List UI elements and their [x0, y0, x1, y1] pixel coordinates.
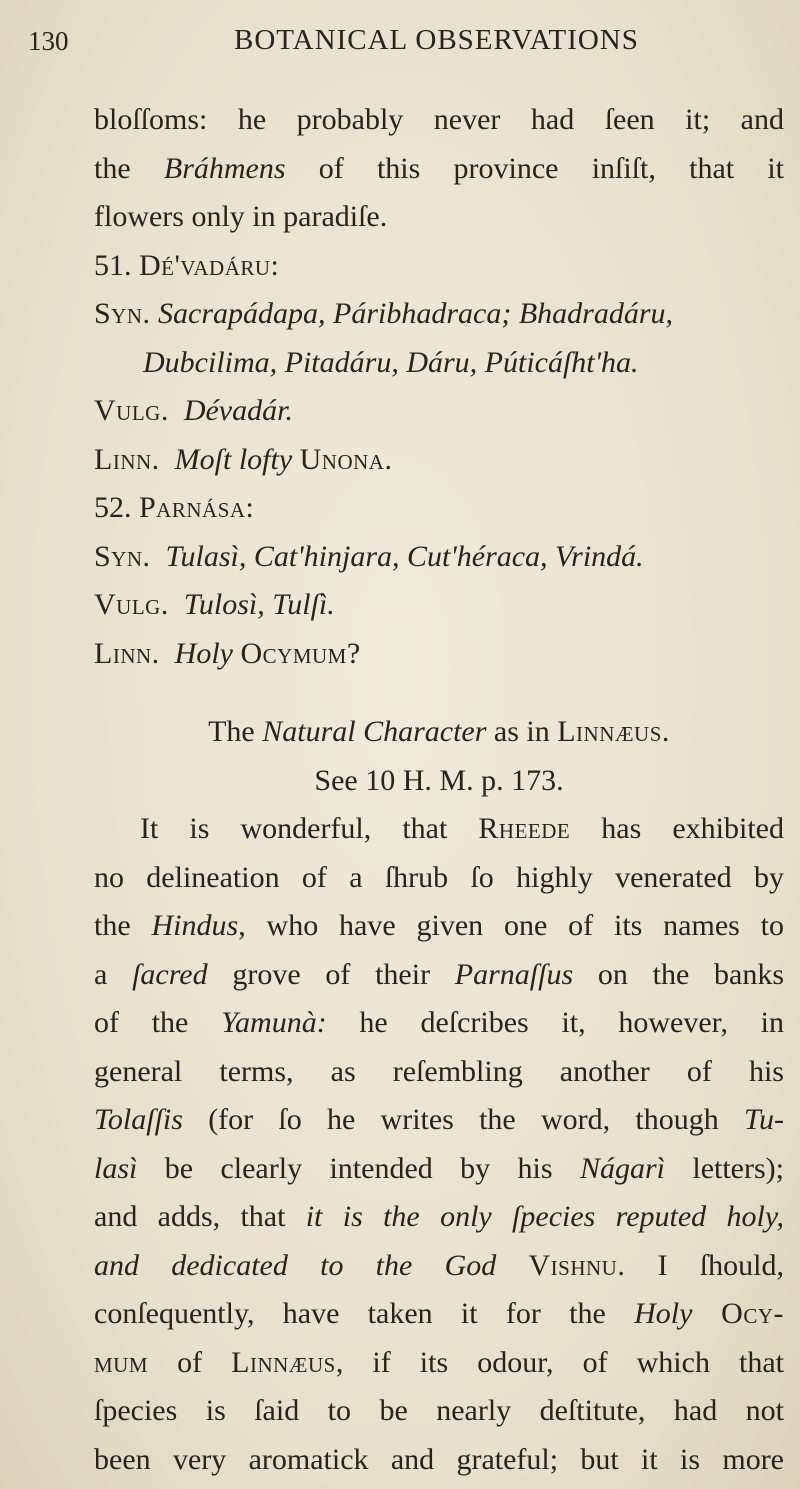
- field-value: Sacrapádapa, Páribhadraca; Bhadradáru,: [158, 297, 673, 330]
- body-text: [94, 96, 784, 1484]
- text-run: grove of their: [207, 957, 455, 991]
- field-label: Linn.: [94, 636, 160, 670]
- text-run: bloſſoms: he probably never had ſeen it; and: [94, 103, 784, 136]
- paragraph-line: [94, 1387, 784, 1436]
- paragraph-line: [94, 1290, 784, 1339]
- text-run: as in: [486, 715, 558, 748]
- text-run: and adds, that: [94, 1200, 306, 1233]
- genus-name: Ocy-: [692, 1297, 784, 1330]
- field-label: Syn.: [94, 539, 151, 573]
- text-run: conſequently, have taken it for the: [94, 1297, 635, 1330]
- text-line: [94, 145, 784, 194]
- paragraph-line: [94, 999, 784, 1048]
- spacer: [94, 678, 784, 708]
- italic-term: lasì: [94, 1151, 138, 1185]
- page-number: 130: [28, 26, 69, 56]
- linnaean-line: [94, 436, 784, 485]
- text-run: of the: [94, 1006, 222, 1039]
- text-run: the: [94, 909, 152, 942]
- italic-term: ſacred: [132, 957, 208, 991]
- text-run: of this province inſiſt, that it: [285, 151, 784, 185]
- text-run: has exhibited: [570, 812, 784, 845]
- field-value: Tulasì, Cat'hinjara, Cut'héraca, Vrindá.: [165, 539, 644, 573]
- entry-heading-51: [94, 242, 784, 291]
- text-run: of: [148, 1345, 232, 1379]
- author-name: Rheede: [478, 812, 571, 845]
- paragraph-line: [94, 1436, 784, 1485]
- italic-term: Hindus: [151, 909, 239, 942]
- paragraph-line: [94, 1145, 784, 1194]
- field-value: Moſt lofty: [174, 442, 293, 476]
- paragraph-line: [94, 951, 784, 1000]
- entry-number: 51.: [94, 248, 132, 282]
- text-line: [94, 96, 784, 145]
- paragraph-line: [94, 1096, 784, 1145]
- text-run: letters);: [664, 1151, 784, 1185]
- italic-term: Yamunà:: [221, 1006, 327, 1039]
- italic-term: Natural Character: [262, 715, 487, 748]
- author-name: Linnæus.: [557, 715, 670, 748]
- synonyms-line: [94, 533, 784, 582]
- text-line: [94, 193, 784, 242]
- entry-name: Dé'vadáru:: [139, 248, 280, 282]
- text-run: be clearly intended by his: [137, 1151, 580, 1185]
- entry-heading-52: [94, 484, 784, 533]
- italic-term: and dedicated to the God: [94, 1248, 529, 1282]
- text-run: the: [94, 151, 164, 185]
- italic-term: Tolaſſis: [94, 1103, 183, 1136]
- text-run: , who have given one of its names to: [238, 909, 784, 942]
- page-header: [0, 22, 800, 72]
- text-run: he deſcribes it, however, in: [326, 1006, 785, 1039]
- paragraph-line: [94, 805, 784, 854]
- text-run: ſpecies is ſaid to be nearly deſtitute, had not: [94, 1394, 784, 1427]
- text-run: no delineation of a ſhrub ſo highly venerated by: [94, 860, 784, 894]
- text-run: See 10 H. M. p. 173.: [314, 763, 564, 797]
- vulgar-line: [94, 581, 784, 630]
- synonyms-continuation: [94, 339, 784, 388]
- paragraph-line: [94, 902, 784, 951]
- text-run: The: [208, 715, 263, 748]
- text-run: (for ſo he writes the word, though: [182, 1103, 744, 1136]
- italic-term: it is the only ſpecies reputed holy,: [305, 1200, 784, 1233]
- text-run: been very aromatick and grateful; but it is more: [94, 1442, 784, 1476]
- text-run: I ſhould,: [625, 1248, 784, 1282]
- deity-name: Vishnu.: [528, 1248, 626, 1282]
- field-value: Tulosì, Tulſì.: [183, 588, 335, 621]
- italic-term: Nágarì: [579, 1151, 665, 1185]
- entry-name: Parnása:: [139, 491, 255, 524]
- text-run: general terms, as reſembling another of his: [94, 1054, 784, 1088]
- text-run: flowers only in paradiſe.: [94, 200, 388, 233]
- linnaean-line: [94, 630, 784, 679]
- italic-term: Parnaſſus: [454, 957, 574, 991]
- genus-name: Ocymum?: [240, 636, 361, 670]
- paragraph-line: [94, 1048, 784, 1097]
- italic-term: Tu-: [743, 1103, 784, 1136]
- running-title: BOTANICAL OBSERVATIONS: [234, 24, 639, 56]
- text-run: a: [94, 957, 133, 991]
- field-value: Holy: [174, 636, 233, 670]
- text-run: on the banks: [573, 957, 784, 991]
- field-value: Dévadár.: [183, 394, 293, 427]
- italic-term: Holy: [634, 1297, 693, 1330]
- text-run: , if its odour, of which that: [335, 1345, 784, 1379]
- field-label: Syn.: [94, 297, 151, 330]
- field-label: Vulg.: [94, 588, 169, 621]
- entry-number: 52.: [94, 491, 132, 524]
- italic-term: Bráhmens: [163, 151, 286, 185]
- genus-name: mum: [94, 1345, 149, 1379]
- paragraph-line: [94, 854, 784, 903]
- field-label: Linn.: [94, 442, 160, 476]
- reference-line: [94, 757, 784, 806]
- genus-name: Unona.: [299, 442, 393, 476]
- vulgar-line: [94, 387, 784, 436]
- text-run: It is wonderful, that: [140, 812, 479, 845]
- paragraph-line: [94, 1193, 784, 1242]
- paragraph-line: [94, 1242, 784, 1291]
- synonyms-line: [94, 290, 784, 339]
- field-label: Vulg.: [94, 394, 169, 427]
- field-value: Dubcilima, Pitadáru, Dáru, Púticáſht'ha.: [143, 345, 639, 379]
- author-name: Linnæus: [231, 1345, 336, 1379]
- natural-character-line: [94, 708, 784, 757]
- paragraph-line: [94, 1339, 784, 1388]
